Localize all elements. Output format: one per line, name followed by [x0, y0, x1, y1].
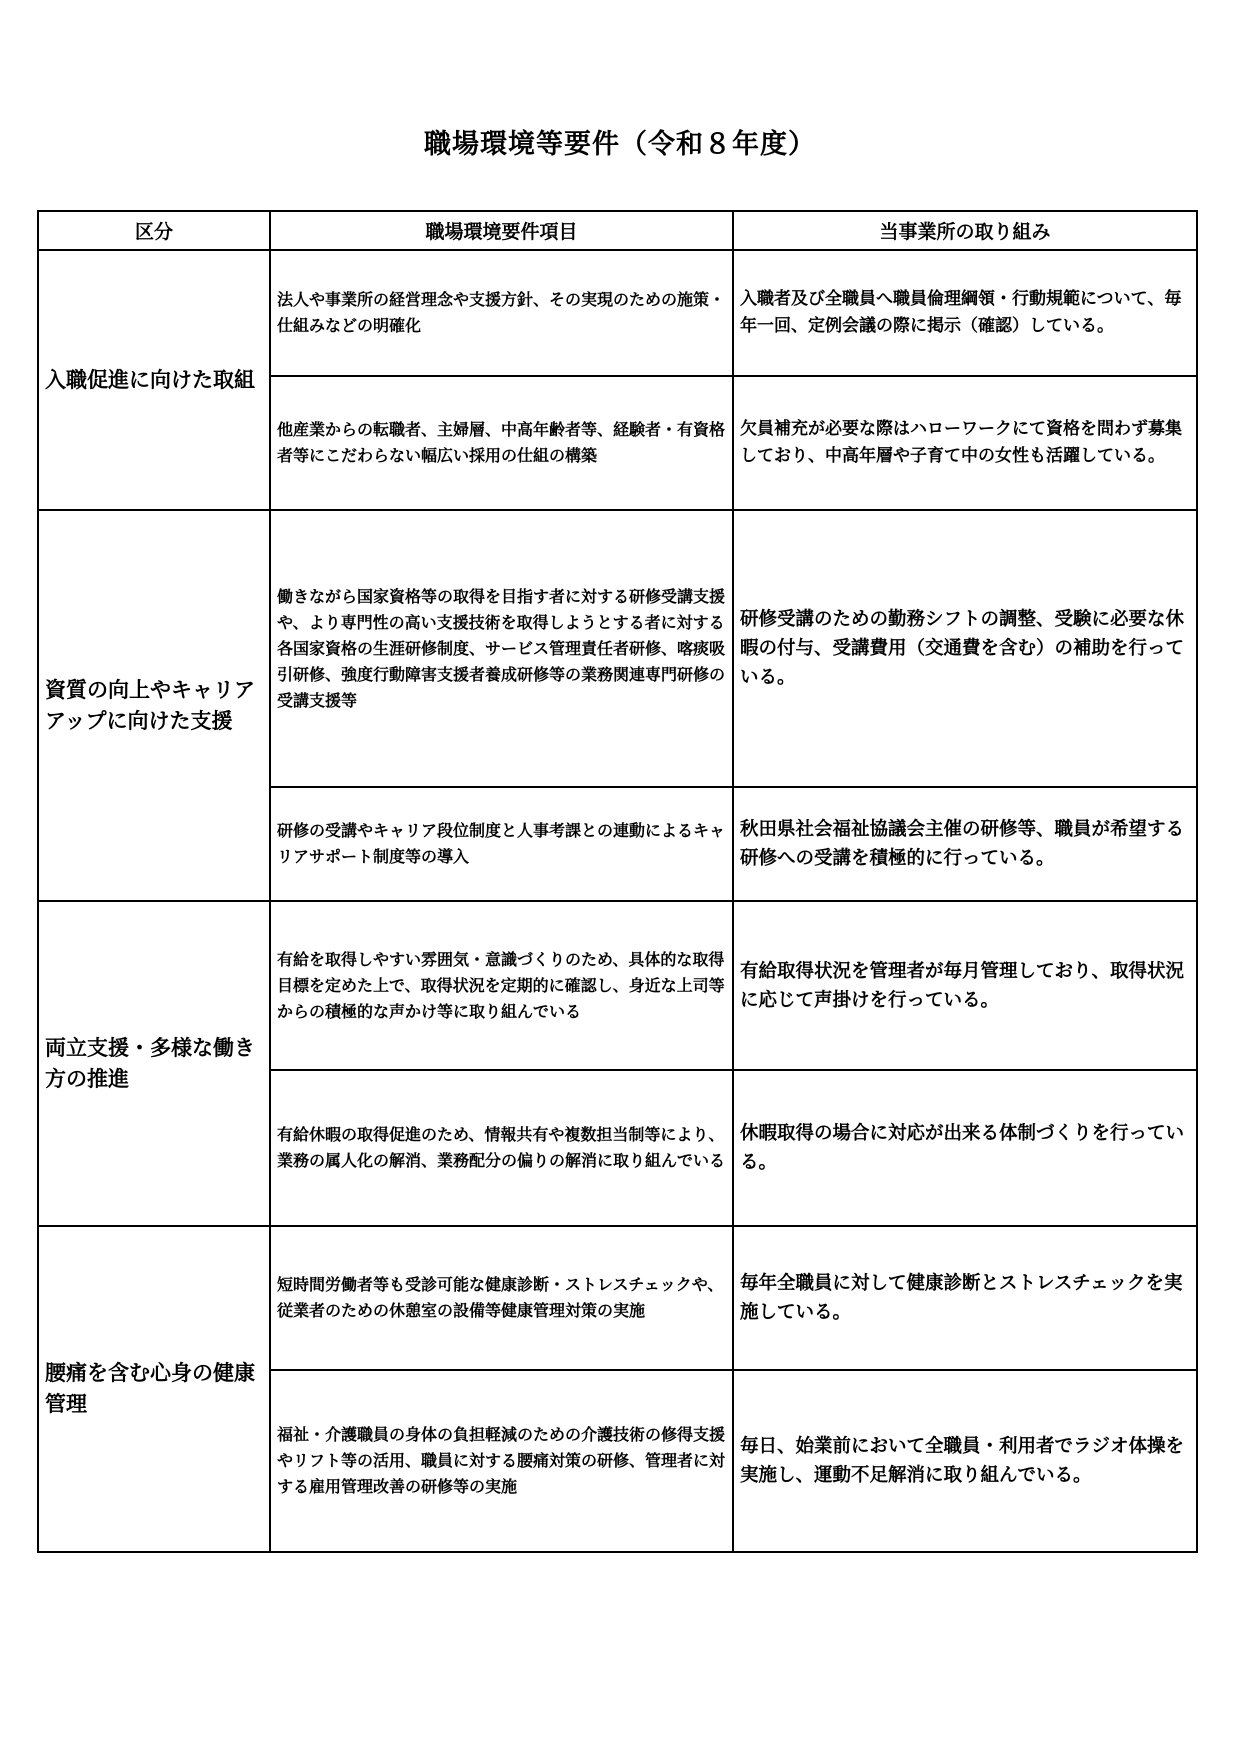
action-cell: 休暇取得の場合に対応が出来る体制づくりを行っている。 — [733, 1070, 1197, 1226]
requirement-item-cell: 短時間労働者等も受診可能な健康診断・ストレスチェックや、従業者のための休憩室の設備等健康管理対策の実施 — [270, 1226, 733, 1370]
action-cell: 毎年全職員に対して健康診断とストレスチェックを実施している。 — [733, 1226, 1197, 1370]
header-item: 職場環境要件項目 — [270, 211, 733, 250]
requirement-item-cell: 有給を取得しやすい雰囲気・意識づくりのため、具体的な取得目標を定めた上で、取得状況を定期的に確認し、身近な上司等からの積極的な声かけ等に取り組んでいる — [270, 901, 733, 1070]
table-row — [38, 1226, 1197, 1370]
action-cell: 研修受講のための勤務シフトの調整、受験に必要な休暇の付与、受講費用（交通費を含む）の補助を行っている。 — [733, 510, 1197, 787]
table-header-row — [38, 211, 1197, 250]
requirement-item-cell: 他産業からの転職者、主婦層、中高年齢者等、経験者・有資格者等にこだわらない幅広い採用の仕組の構築 — [270, 376, 733, 510]
category-cell: 両立支援・多様な働き方の推進 — [38, 901, 270, 1226]
requirement-item-cell: 研修の受講やキャリア段位制度と人事考課との連動によるキャリアサポート制度等の導入 — [270, 787, 733, 901]
category-cell: 資質の向上やキャリアアップに向けた支援 — [38, 510, 270, 901]
category-cell: 入職促進に向けた取組 — [38, 250, 270, 510]
category-cell: 腰痛を含む心身の健康管理 — [38, 1226, 270, 1552]
action-cell: 入職者及び全職員へ職員倫理綱領・行動規範について、毎年一回、定例会議の際に掲示（確認）している。 — [733, 250, 1197, 376]
action-cell: 欠員補充が必要な際はハローワークにて資格を問わず募集しており、中高年層や子育て中の女性も活躍している。 — [733, 376, 1197, 510]
table-row — [38, 901, 1197, 1070]
requirement-item-cell: 法人や事業所の経営理念や支援方針、その実現のための施策・仕組みなどの明確化 — [270, 250, 733, 376]
requirements-table — [37, 210, 1198, 1553]
requirement-item-cell: 福祉・介護職員の身体の負担軽減のための介護技術の修得支援やリフト等の活用、職員に対する腰痛対策の研修、管理者に対する雇用管理改善の研修等の実施 — [270, 1370, 733, 1552]
action-cell: 有給取得状況を管理者が毎月管理しており、取得状況に応じて声掛けを行っている。 — [733, 901, 1197, 1070]
header-action: 当事業所の取り組み — [733, 211, 1197, 250]
header-category: 区分 — [38, 211, 270, 250]
page-title: 職場環境等要件（令和８年度） — [424, 129, 816, 160]
requirement-item-cell: 有給休暇の取得促進のため、情報共有や複数担当制等により、業務の属人化の解消、業務配分の偏りの解消に取り組んでいる — [270, 1070, 733, 1226]
table-row — [38, 250, 1197, 376]
table-row — [38, 510, 1197, 787]
action-cell: 秋田県社会福祉協議会主催の研修等、職員が希望する研修への受講を積極的に行っている。 — [733, 787, 1197, 901]
requirement-item-cell: 働きながら国家資格等の取得を目指す者に対する研修受講支援や、より専門性の高い支援技術を取得しようとする者に対する各国家資格の生涯研修制度、サービス管理責任者研修、喀痰吸引研修、強度行動障害支援者養成研修等の業務関連専門研修の受講支援等 — [270, 510, 733, 787]
action-cell: 毎日、始業前において全職員・利用者でラジオ体操を実施し、運動不足解消に取り組んでいる。 — [733, 1370, 1197, 1552]
